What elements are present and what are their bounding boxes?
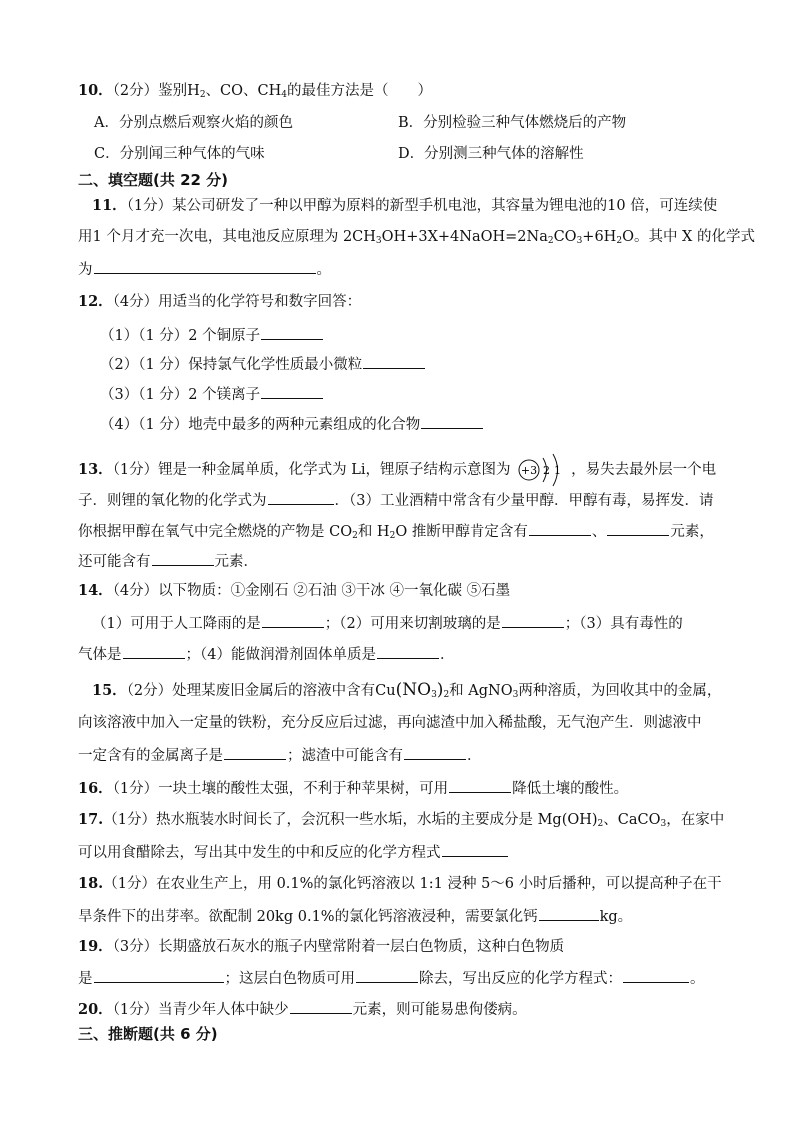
sub-question-12-2: （2）（1 分）保持氯气化学性质最小微粒	[100, 353, 426, 375]
option-d: D．分别测三种气体的溶解性	[398, 146, 584, 162]
answer-blank[interactable]	[539, 905, 599, 921]
lithium-atom-diagram	[517, 451, 569, 489]
question-13-line-4: 还可能含有 元素．	[78, 550, 258, 572]
section-heading-fill-in: 二、填空题(共 22 分)	[78, 171, 229, 189]
answer-blank[interactable]	[261, 324, 323, 340]
shell-2-electrons: 1	[554, 464, 562, 477]
answer-blank[interactable]	[404, 744, 466, 760]
question-number: 10．	[78, 82, 113, 99]
answer-blank[interactable]	[261, 383, 323, 399]
shell-1-electrons: 2	[543, 464, 551, 477]
answer-blank[interactable]	[502, 612, 564, 628]
answer-blank[interactable]	[377, 643, 439, 659]
nucleus-charge: +3	[521, 464, 538, 477]
sub-question-12-1: （1）（1 分）2 个铜原子	[100, 324, 324, 346]
answer-blank[interactable]	[529, 520, 591, 536]
question-13: 13．（1分）锂是一种金属单质，化学式为 Li，锂原子结构示意图为 +3 2 1 ，易失去最外层一个电	[78, 451, 716, 489]
question-19: 19．（3分）长期盛放石灰水的瓶子内壁常附着一层白色物质，这种白色物质	[78, 938, 565, 955]
question-13-line-3: 你根据甲醇在氧气中完全燃烧的产物是 $CO_2$和 $H_2O$ 推断甲醇肯定含有 、 元素，	[78, 520, 714, 542]
answer-blank[interactable]	[94, 258, 316, 274]
question-14-line-3: 气体是 ；（4）能做润滑剂固体单质是 ．	[78, 643, 454, 665]
answer-blank[interactable]	[442, 841, 508, 857]
question-11: 11．（1分）某公司研发了一种以甲醇为原料的新型手机电池，其容量为锂电池的10 倍，可连续使	[92, 197, 718, 214]
option-a: A．分别点燃后观察火焰的颜色	[94, 115, 293, 131]
answer-blank[interactable]	[449, 777, 511, 793]
question-15: 15．（2分）处理某废旧金属后的溶液中含有$Cu(NO_3)_2$和 AgNO$_3$两种溶质，为回收其中的金属，	[92, 680, 722, 700]
answer-blank[interactable]	[623, 967, 689, 983]
sub-question-12-3: （3）（1 分）2 个镁离子	[100, 383, 324, 405]
option-b: B．分别检验三种气体燃烧后的产物	[398, 115, 627, 131]
answer-blank[interactable]	[152, 550, 214, 566]
question-15-line-2: 向该溶液中加入一定量的铁粉，充分反应后过滤，再向滤渣中加入稀盐酸，无气泡产生．则滤液中	[78, 715, 702, 731]
answer-blank[interactable]	[262, 612, 324, 628]
question-12: 12．（4分）用适当的化学符号和数字回答：	[78, 293, 362, 310]
question-17-line-2: 可以用食醋除去，写出其中发生的中和反应的化学方程式	[78, 841, 509, 863]
question-11-line-2: 用1 个月才充一次电，其电池反应原理为 $2CH_3OH+3X+4NaOH=2Na_2CO_3+6H_2O$。其中 X 的化学式	[78, 229, 755, 246]
question-14: 14．（4分）以下物质：①金刚石 ②石油 ③干冰 ④一氧化碳 ⑤石墨	[78, 582, 511, 599]
section-heading-inference: 三、推断题(共 6 分)	[78, 1025, 218, 1043]
question-10: 10．（2分）鉴别$H_2$、CO、$CH_4$的最佳方法是（ ）	[78, 82, 433, 100]
question-text: （2分）鉴别H	[112, 83, 200, 99]
question-18: 18.（1分）在农业生产上，用 0.1%的氯化钙溶液以 1:1 浸种 5～6 小时后播种，可以提高种子在干	[78, 875, 722, 892]
question-19-line-2: 是 ；这层白色物质可用 除去，写出反应的化学方程式： 。	[78, 967, 705, 989]
answer-blank[interactable]	[356, 967, 418, 983]
question-20: 20．（1分）当青少年人体中缺少 元素，则可能易患佝偻病。	[78, 998, 527, 1020]
answer-blank[interactable]	[421, 413, 483, 429]
question-17: 17.（1分）热水瓶装水时间长了，会沉积一些水垢，水垢的主要成分是 $Mg(OH)_2$、CaCO$_3$，在家中	[78, 811, 725, 829]
question-18-line-2: 旱条件下的出芽率。欲配制 20kg 0.1%的氯化钙溶液浸种，需要氯化钙 kg。	[78, 905, 632, 927]
answer-blank[interactable]	[224, 744, 286, 760]
answer-blank[interactable]	[94, 967, 224, 983]
answer-blank[interactable]	[123, 643, 185, 659]
question-16: 16．（1分）一块土壤的酸性太强，不利于种苹果树，可用 降低土壤的酸性。	[78, 777, 628, 799]
answer-blank[interactable]	[268, 489, 334, 505]
sub-question-12-4: （4）（1 分）地壳中最多的两种元素组成的化合物	[100, 413, 484, 435]
answer-blank[interactable]	[363, 353, 425, 369]
question-15-line-3: 一定含有的金属离子是 ；滤渣中可能含有 ．	[78, 744, 482, 766]
question-14-line-2: （1）可用于人工降雨的是 ；（2）可用来切割玻璃的是 ；（3）具有毒性的	[92, 612, 683, 634]
answer-blank[interactable]	[607, 520, 669, 536]
question-11-line-3: 为 。	[78, 258, 331, 280]
option-c: C．分别闻三种气体的气味	[94, 146, 265, 162]
answer-blank[interactable]	[290, 998, 352, 1014]
question-13-line-2: 子．则锂的氧化物的化学式为 ．（3）工业酒精中常含有少量甲醇．甲醇有毒，易挥发．请	[78, 489, 713, 511]
